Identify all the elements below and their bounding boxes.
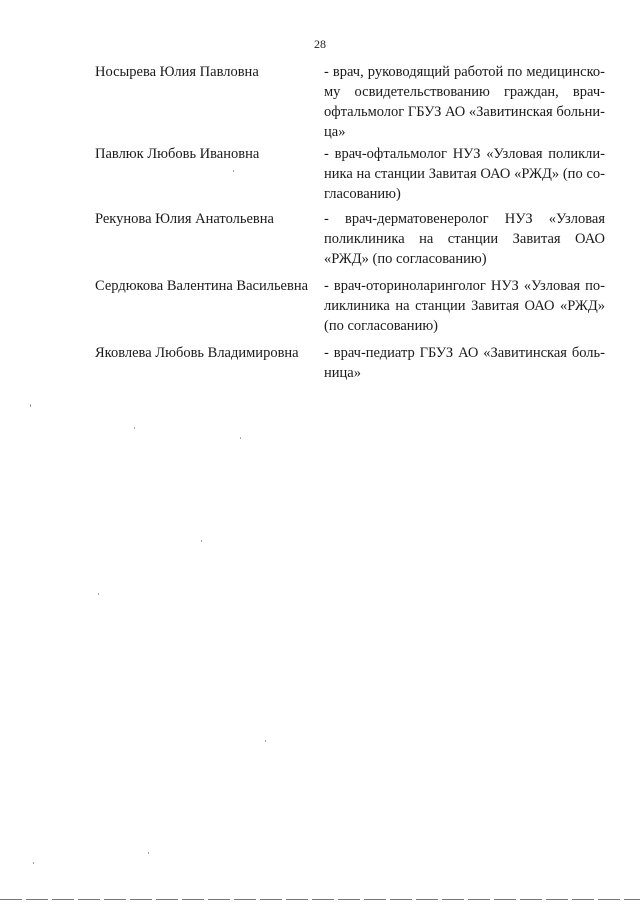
scan-speck <box>233 170 234 172</box>
scan-speck <box>201 540 202 542</box>
staff-name: Яковлева Любовь Владимировна <box>95 345 299 361</box>
page-number: 28 <box>314 37 326 51</box>
scan-speck <box>30 404 31 407</box>
scan-speck <box>134 427 135 429</box>
staff-role: - врач-оториноларинголог НУЗ «Узловая поликлиника на станции Завитая ОАО «РЖД» (по согласованию) <box>324 278 605 334</box>
staff-role: - врач, руководящий работой по медицинскому освидетельствованию граждан, врач-офтальмолог ГБУЗ АО «Завитинская больница» <box>324 64 605 140</box>
staff-name: Сердюкова Валентина Васильевна <box>95 278 309 294</box>
scan-speck <box>98 593 99 595</box>
scan-bottom-edge <box>0 899 640 900</box>
staff-name: Павлюк Любовь Ивановна <box>95 146 260 162</box>
staff-role: - врач-дерматовенеролог НУЗ «Узловая поликлиника на станции Завитая ОАО «РЖД» (по согласованию) <box>324 211 605 267</box>
scan-speck <box>240 437 241 439</box>
staff-name: Рекунова Юлия Анатольевна <box>95 211 274 227</box>
staff-role: - врач-педиатр ГБУЗ АО «Завитинская больница» <box>324 345 605 381</box>
scan-speck <box>148 852 149 854</box>
scan-speck <box>33 862 34 864</box>
staff-role: - врач-офтальмолог НУЗ «Узловая поликлиника на станции Завитая ОАО «РЖД» (по согласованию) <box>324 146 605 202</box>
staff-name: Носырева Юлия Павловна <box>95 64 259 80</box>
scan-speck <box>265 740 266 742</box>
